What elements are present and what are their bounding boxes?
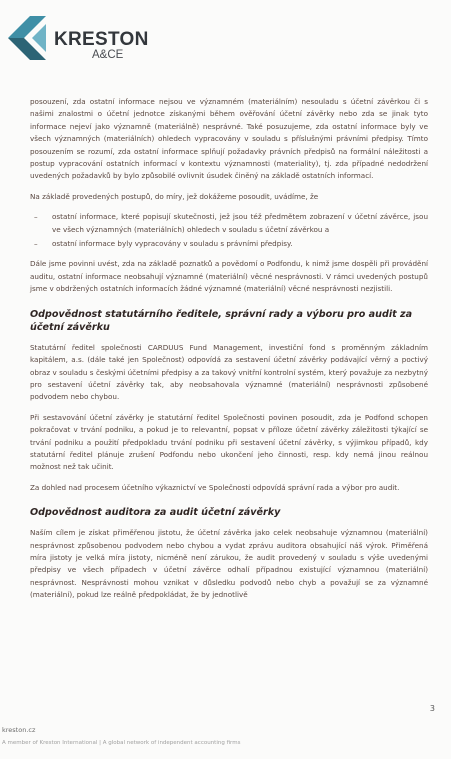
brand-sub: A&CE [92, 49, 124, 61]
section-heading: Odpovědnost statutárního ředitele, správní rady a výboru pro audit za účetní závěrku [30, 308, 413, 333]
paragraph: Za dohled nad procesem účetního výkaznictví ve Společnosti odpovídá správní rada a výbor pro audit. [30, 482, 400, 492]
brand-name: KRESTON [54, 29, 149, 50]
paragraph: posouzení, zda ostatní informace nejsou ve významném (materiálním) nesouladu s účetní závěrkou či s našimi znalostmi o účetní jednotce získanými během ověřování účetní závěrky nebo zda se jinak tyto informace nejeví jako významně (materiálně) nesprávné. Také posuzujeme, zda ostatní informace byly ve všech významných (materiálních) ohledech vypracovány v souladu s příslušnými právními předpisy. Tímto posouzením se rozumí, zda ostatní informace splňují požadavky právních předpisů na formální náležitosti a postup vypracování ostatních informací v kontextu významnosti (materiality), tj. zda případné nedodržení uvedených požadavků by bylo způsobilé ovlivnit úsudek činěný na základě ostatních informací. [30, 97, 428, 181]
footer-url: kreston.cz [2, 726, 36, 734]
paragraph: Na základě provedených postupů, do míry, jež dokážeme posoudit, uvádíme, že [30, 191, 319, 201]
bullet-list [30, 211, 428, 250]
bullet-item: – ostatní informace, které popisují skutečnosti, jež jsou též předmětem zobrazení v účetní závěrce, jsou ve všech významných (materiálních) ohledech v souladu s účetní závěrkou a [30, 211, 428, 236]
footer-text: A member of Kreston International | A global network of independent accounting firms [2, 740, 241, 746]
paragraph: Naším cílem je získat přiměřenou jistotu, že účetní závěrka jako celek neobsahuje významnou (materiální) nesprávnost způsobenou podvodem nebo chybou a vydat zprávu auditora obsahující náš výrok. Přiměřená míra jistoty je velká míra jistoty, nicméně není zárukou, že audit provedený v souladu s výše uvedenými předpisy ve všech případech v účetní závěrce odhalí případnou existující významnou (materiální) nesprávnost. Nesprávnosti mohou vznikat v důsledku podvodů nebo chyb a považují se za významné (materiální), pokud lze reálně předpokládat, že by jednotlivě [30, 528, 428, 600]
document-body [30, 96, 428, 610]
paragraph: Při sestavování účetní závěrky je statutární ředitel Společnosti povinen posoudit, zda je Podfond schopen pokračovat v trvání podniku, a pokud je to relevantní, popsat v příloze účetní závěrky záležitosti týkající se trvání podniku a použití předpokladu trvání podniku při sestavení účetní závěrky, s výjimkou případů, kdy statutární ředitel plánuje zrušení Podfondu nebo ukončení jeho činnosti, resp. kdy nemá jinou reálnou možnost než tak učinit. [30, 412, 428, 472]
section-heading: Odpovědnost auditora za audit účetní závěrky [30, 507, 281, 519]
kreston-logo-icon [6, 12, 56, 64]
paragraph: Statutární ředitel společnosti CARDUUS Fund Management, investiční fond s proměnným základním kapitálem, a.s. (dále také jen Společnost) odpovídá za sestavení účetní závěrky podávající věrný a poctivý obraz v souladu s českými účetními předpisy a za takový vnitřní kontrolní systém, který považuje za nezbytný pro sestavení účetní závěrky tak, aby neobsahovala významné (materiální) nesprávnosti způsobené podvodem nebo chybou. [30, 342, 428, 402]
kreston-logo [6, 12, 149, 72]
paragraph: Dále jsme povinni uvést, zda na základě poznatků a povědomí o Podfondu, k nimž jsme dospěli při provádění auditu, ostatní informace neobsahují významné (materiální) věcné nesprávnosti. V rámci uvedených postupů jsme v obdržených ostatních informacích žádné významné (materiální) věcné nesprávnosti nezjistili. [30, 259, 428, 294]
bullet-item: – ostatní informace byly vypracovány v souladu s právními předpisy. [30, 238, 428, 250]
page-number: 3 [429, 704, 435, 713]
